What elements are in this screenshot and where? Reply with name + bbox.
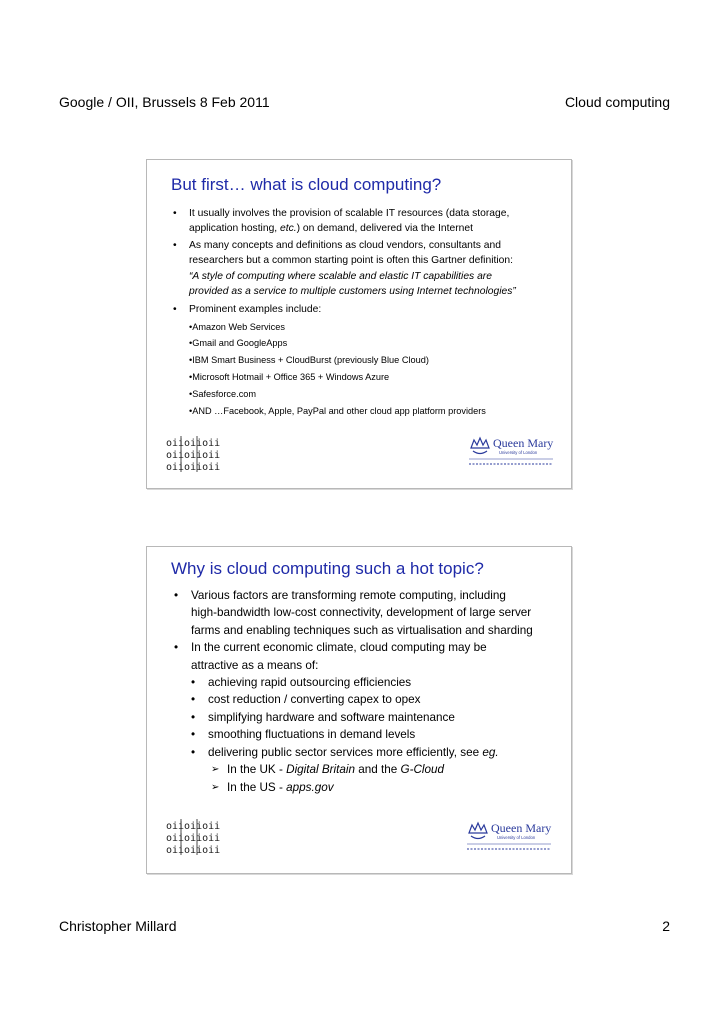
slide-title: But first… what is cloud computing? (171, 175, 442, 194)
slide-1 (146, 159, 572, 489)
slide-2 (146, 546, 572, 874)
sub-bullet-marker: • (191, 728, 196, 741)
sub-bullet-marker: • (191, 711, 196, 724)
bullet-text: In the current economic climate, cloud computing may be (191, 641, 487, 654)
bullet-marker: • (173, 240, 177, 251)
quote-text: “A style of computing where scalable and elastic IT capabilities are (189, 271, 492, 282)
svg-text:oiioiioii: oiioiioii (166, 833, 221, 844)
bullet-text: farms and enabling techniques such as virtualisation and sharding (191, 624, 533, 637)
oii-logo (165, 436, 221, 473)
page-number: 2 (662, 918, 670, 934)
bullet-text: attractive as a means of: (191, 659, 319, 672)
sub-sub-bullet-text: In the UK - Digital Britain and the G-Cloud (227, 763, 445, 776)
page-header-left: Google / OII, Brussels 8 Feb 2011 (59, 94, 270, 110)
example-item: •IBM Smart Business + CloudBurst (previously Blue Cloud) (189, 355, 429, 365)
svg-text:Queen Mary: Queen Mary (493, 436, 554, 450)
bullet-text: As many concepts and definitions as cloud vendors, consultants and (189, 240, 501, 251)
sub-bullet-text: simplifying hardware and software maintenance (208, 711, 455, 724)
svg-text:University of London: University of London (497, 835, 536, 840)
queen-mary-logo (467, 432, 557, 472)
sub-bullet-marker: • (191, 693, 196, 706)
svg-text:oiioiioii: oiioiioii (166, 438, 221, 449)
page-footer-author: Christopher Millard (59, 918, 177, 934)
sub-bullet-text: smoothing fluctuations in demand levels (208, 728, 416, 741)
svg-text:University of London: University of London (499, 450, 538, 455)
bullet-marker: • (174, 641, 179, 654)
sub-bullet-marker: • (191, 676, 196, 689)
bullet-marker: • (173, 304, 177, 315)
bullet-text: high-bandwidth low-cost connectivity, development of large server (191, 606, 532, 619)
bullet-marker: • (174, 589, 179, 602)
example-item: •Safesforce.com (189, 389, 257, 399)
bullet-text: application hosting, etc.) on demand, delivered via the Internet (189, 223, 473, 234)
slide-title: Why is cloud computing such a hot topic? (171, 559, 484, 578)
quote-text: provided as a service to multiple customers using Internet technologies” (189, 286, 516, 297)
bullet-text: researchers but a common starting point is often this Gartner definition: (189, 255, 513, 266)
example-item: •Amazon Web Services (189, 322, 285, 332)
bullet-text: Various factors are transforming remote computing, including (191, 589, 506, 602)
bullet-text: Prominent examples include: (189, 304, 322, 315)
svg-text:oiioiioii: oiioiioii (166, 821, 221, 832)
sub-sub-bullet-text: In the US - apps.gov (227, 781, 334, 794)
arrow-bullet-icon: ➢ (211, 764, 220, 775)
arrow-bullet-icon: ➢ (211, 782, 220, 793)
example-item: •Gmail and GoogleApps (189, 338, 288, 348)
bullet-marker: • (173, 208, 177, 219)
sub-bullet-text: delivering public sector services more efficiently, see eg. (208, 746, 499, 759)
oii-logo (165, 819, 221, 856)
bullet-text: It usually involves the provision of scalable IT resources (data storage, (189, 208, 510, 219)
sub-bullet-text: achieving rapid outsourcing efficiencies (208, 676, 412, 689)
svg-text:Queen Mary: Queen Mary (491, 821, 552, 835)
svg-text:oiioiioii: oiioiioii (166, 845, 221, 856)
sub-bullet-marker: • (191, 746, 196, 759)
sub-bullet-text: cost reduction / converting capex to opex (208, 693, 421, 706)
svg-text:oiioiioii: oiioiioii (166, 450, 221, 461)
svg-text:oiioiioii: oiioiioii (166, 462, 221, 473)
page-header-right: Cloud computing (564, 94, 670, 110)
queen-mary-logo (465, 817, 555, 857)
example-item: •Microsoft Hotmail + Office 365 + Windows Azure (189, 372, 390, 382)
example-item: •AND …Facebook, Apple, PayPal and other cloud app platform providers (189, 406, 486, 416)
